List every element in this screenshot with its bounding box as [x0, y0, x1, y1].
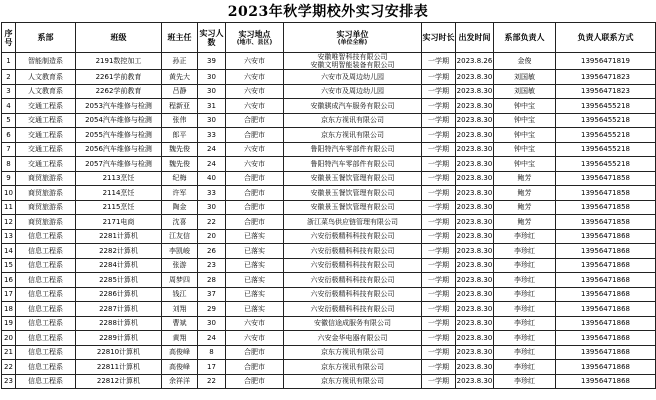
cell-leader: 李珍红 — [494, 258, 556, 273]
table-row — [2, 273, 656, 288]
cell-count: 28 — [198, 273, 226, 288]
cell-teacher: 钱江 — [162, 287, 198, 302]
cell-leader: 李珍红 — [494, 345, 556, 360]
cell-teacher: 纪梅 — [162, 171, 198, 186]
cell-seq: 19 — [2, 316, 16, 331]
cell-phone: 13956455218 — [556, 157, 656, 172]
cell-leader: 钟中宝 — [494, 142, 556, 157]
cell-duration: 一学期 — [422, 287, 456, 302]
cell-dept: 信息工程系 — [16, 316, 76, 331]
cell-unit: 安徽景玉餐饮管理有限公司 — [284, 171, 422, 186]
cell-teacher: 黄先大 — [162, 70, 198, 85]
cell-unit: 六安衍极精科科技有限公司 — [284, 229, 422, 244]
cell-class: 2057汽车维修与检测 — [76, 157, 162, 172]
cell-leader: 钟中宝 — [494, 128, 556, 143]
cell-dept: 交通工程系 — [16, 142, 76, 157]
cell-phone: 13956471858 — [556, 186, 656, 201]
cell-duration: 一学期 — [422, 99, 456, 114]
header-teacher: 班主任 — [162, 23, 198, 53]
cell-duration: 一学期 — [422, 345, 456, 360]
cell-location: 合肥市 — [226, 215, 284, 230]
cell-phone: 13956471868 — [556, 345, 656, 360]
table-header — [2, 23, 656, 53]
cell-teacher: 黄翔 — [162, 331, 198, 346]
cell-date: 2023.8.30 — [456, 70, 494, 85]
cell-unit: 鲁阳特汽车零部件有限公司 — [284, 157, 422, 172]
cell-location: 已落实 — [226, 287, 284, 302]
page-title: 2023年秋学期校外实习安排表 — [227, 4, 429, 20]
cell-date: 2023.8.30 — [456, 302, 494, 317]
cell-phone: 13956471868 — [556, 302, 656, 317]
cell-dept: 信息工程系 — [16, 258, 76, 273]
cell-location: 六安市 — [226, 316, 284, 331]
cell-duration: 一学期 — [422, 244, 456, 259]
cell-unit: 京东方视讯有限公司 — [284, 113, 422, 128]
cell-phone: 13956471868 — [556, 316, 656, 331]
cell-date: 2023.8.30 — [456, 113, 494, 128]
cell-dept: 信息工程系 — [16, 244, 76, 259]
cell-unit: 京东方视讯有限公司 — [284, 128, 422, 143]
cell-dept: 信息工程系 — [16, 229, 76, 244]
table-row — [2, 229, 656, 244]
cell-count: 20 — [198, 229, 226, 244]
cell-class: 2115烹饪 — [76, 200, 162, 215]
cell-duration: 一学期 — [422, 374, 456, 389]
cell-phone: 13956471868 — [556, 229, 656, 244]
header-date: 出发时间 — [456, 23, 494, 53]
cell-teacher: 许军 — [162, 186, 198, 201]
cell-location: 合肥市 — [226, 345, 284, 360]
cell-leader: 李珍红 — [494, 273, 556, 288]
cell-duration: 一学期 — [422, 70, 456, 85]
cell-phone: 13956471823 — [556, 84, 656, 99]
cell-count: 24 — [198, 142, 226, 157]
cell-count: 29 — [198, 302, 226, 317]
table-body — [2, 53, 656, 389]
cell-teacher: 张游 — [162, 258, 198, 273]
cell-count: 30 — [198, 84, 226, 99]
cell-phone: 13956471868 — [556, 287, 656, 302]
cell-count: 22 — [198, 374, 226, 389]
cell-class: 2055汽车维修与检测 — [76, 128, 162, 143]
cell-location: 六安市 — [226, 142, 284, 157]
table-row — [2, 99, 656, 114]
cell-duration: 一学期 — [422, 302, 456, 317]
cell-unit: 浙江菜鸟供应链管理有限公司 — [284, 215, 422, 230]
cell-count: 30 — [198, 70, 226, 85]
cell-unit: 安徽景玉餐饮管理有限公司 — [284, 200, 422, 215]
cell-date: 2023.8.30 — [456, 171, 494, 186]
cell-seq: 10 — [2, 186, 16, 201]
cell-phone: 13956471819 — [556, 53, 656, 70]
cell-count: 26 — [198, 244, 226, 259]
header-location-main: 实习地点 — [238, 29, 271, 39]
table-row — [2, 302, 656, 317]
header-unit — [284, 23, 422, 53]
table-row — [2, 287, 656, 302]
cell-location: 合肥市 — [226, 113, 284, 128]
cell-seq: 3 — [2, 84, 16, 99]
cell-seq: 22 — [2, 360, 16, 375]
table-row — [2, 200, 656, 215]
header-location — [226, 23, 284, 53]
cell-duration: 一学期 — [422, 84, 456, 99]
cell-location: 六安市 — [226, 53, 284, 70]
cell-duration: 一学期 — [422, 316, 456, 331]
cell-unit: 六安衍极精科科技有限公司 — [284, 302, 422, 317]
cell-count: 24 — [198, 331, 226, 346]
cell-date: 2023.8.26 — [456, 53, 494, 70]
cell-class: 2262学前教育 — [76, 84, 162, 99]
cell-count: 8 — [198, 345, 226, 360]
cell-class: 2289计算机 — [76, 331, 162, 346]
cell-dept: 信息工程系 — [16, 302, 76, 317]
cell-phone: 13956471823 — [556, 70, 656, 85]
cell-location: 合肥市 — [226, 128, 284, 143]
cell-teacher: 程新亚 — [162, 99, 198, 114]
cell-leader: 鲍芳 — [494, 215, 556, 230]
cell-seq: 7 — [2, 142, 16, 157]
table-row — [2, 345, 656, 360]
header-row — [2, 23, 656, 53]
cell-unit: 安徽信途成服务有限公司 — [284, 316, 422, 331]
cell-teacher: 张伟 — [162, 113, 198, 128]
cell-count: 30 — [198, 200, 226, 215]
cell-leader: 钟中宝 — [494, 157, 556, 172]
cell-seq: 18 — [2, 302, 16, 317]
cell-count: 24 — [198, 157, 226, 172]
cell-location: 已落实 — [226, 273, 284, 288]
cell-count: 31 — [198, 99, 226, 114]
cell-location: 合肥市 — [226, 171, 284, 186]
cell-date: 2023.8.30 — [456, 287, 494, 302]
cell-date: 2023.8.30 — [456, 316, 494, 331]
cell-teacher: 魏先俊 — [162, 157, 198, 172]
cell-date: 2023.8.30 — [456, 258, 494, 273]
cell-date: 2023.8.30 — [456, 345, 494, 360]
table-row — [2, 215, 656, 230]
cell-leader: 刘国敏 — [494, 70, 556, 85]
cell-unit: 安徽唯智科技有限公司 安徽文明智能装备有限公司 — [284, 53, 422, 70]
cell-seq: 23 — [2, 374, 16, 389]
header-location-sub: (地市、县区) — [236, 38, 273, 46]
cell-phone: 13956471858 — [556, 215, 656, 230]
cell-duration: 一学期 — [422, 258, 456, 273]
cell-location: 六安市 — [226, 70, 284, 85]
cell-date: 2023.8.30 — [456, 229, 494, 244]
cell-count: 30 — [198, 316, 226, 331]
cell-date: 2023.8.30 — [456, 99, 494, 114]
cell-class: 2284计算机 — [76, 258, 162, 273]
cell-class: 2113烹饪 — [76, 171, 162, 186]
cell-class: 2261学前教育 — [76, 70, 162, 85]
cell-teacher: 陶金 — [162, 200, 198, 215]
cell-leader: 鲍芳 — [494, 171, 556, 186]
cell-unit: 六安金华电器有限公司 — [284, 331, 422, 346]
cell-dept: 信息工程系 — [16, 287, 76, 302]
cell-dept: 信息工程系 — [16, 331, 76, 346]
cell-seq: 14 — [2, 244, 16, 259]
cell-unit: 六安衍极精科科技有限公司 — [284, 273, 422, 288]
cell-leader: 金俊 — [494, 53, 556, 70]
cell-class: 2282计算机 — [76, 244, 162, 259]
cell-teacher: 曹斌 — [162, 316, 198, 331]
header-dept: 系部 — [16, 23, 76, 53]
cell-class: 2171电商 — [76, 215, 162, 230]
cell-leader: 李珍红 — [494, 287, 556, 302]
cell-duration: 一学期 — [422, 215, 456, 230]
cell-leader: 鲍芳 — [494, 186, 556, 201]
cell-class: 2287计算机 — [76, 302, 162, 317]
cell-leader: 钟中宝 — [494, 113, 556, 128]
cell-date: 2023.8.30 — [456, 200, 494, 215]
cell-date: 2023.8.30 — [456, 215, 494, 230]
cell-unit: 京东方视讯有限公司 — [284, 374, 422, 389]
cell-leader: 李珍红 — [494, 244, 556, 259]
cell-unit: 六安衍极精科科技有限公司 — [284, 258, 422, 273]
cell-unit: 六安衍极精科科技有限公司 — [284, 287, 422, 302]
cell-class: 2285计算机 — [76, 273, 162, 288]
cell-leader: 钟中宝 — [494, 99, 556, 114]
cell-seq: 13 — [2, 229, 16, 244]
table-row — [2, 157, 656, 172]
cell-duration: 一学期 — [422, 142, 456, 157]
cell-dept: 人文教育系 — [16, 84, 76, 99]
cell-class: 2288计算机 — [76, 316, 162, 331]
cell-location: 六安市 — [226, 99, 284, 114]
cell-location: 六安市 — [226, 157, 284, 172]
header-phone: 负责人联系方式 — [556, 23, 656, 53]
cell-leader: 李珍红 — [494, 316, 556, 331]
cell-location: 合肥市 — [226, 200, 284, 215]
cell-leader: 李珍红 — [494, 331, 556, 346]
cell-duration: 一学期 — [422, 273, 456, 288]
cell-phone: 13956471868 — [556, 331, 656, 346]
cell-teacher: 高俊峰 — [162, 360, 198, 375]
cell-duration: 一学期 — [422, 128, 456, 143]
cell-date: 2023.8.30 — [456, 360, 494, 375]
cell-leader: 李珍红 — [494, 302, 556, 317]
header-count: 实习人数 — [198, 23, 226, 53]
cell-class: 2054汽车维修与检测 — [76, 113, 162, 128]
cell-leader: 李珍红 — [494, 229, 556, 244]
table-row — [2, 128, 656, 143]
cell-seq: 4 — [2, 99, 16, 114]
cell-seq: 16 — [2, 273, 16, 288]
cell-location: 合肥市 — [226, 186, 284, 201]
cell-date: 2023.8.30 — [456, 142, 494, 157]
cell-dept: 信息工程系 — [16, 374, 76, 389]
table-row — [2, 70, 656, 85]
table-row — [2, 142, 656, 157]
cell-dept: 智能制造系 — [16, 53, 76, 70]
header-seq: 序号 — [2, 23, 16, 53]
cell-teacher: 江友信 — [162, 229, 198, 244]
table-row — [2, 171, 656, 186]
cell-dept: 商贸旅游系 — [16, 215, 76, 230]
cell-leader: 鲍芳 — [494, 200, 556, 215]
cell-class: 2191数控加工 — [76, 53, 162, 70]
table-row — [2, 374, 656, 389]
cell-dept: 交通工程系 — [16, 113, 76, 128]
cell-dept: 交通工程系 — [16, 128, 76, 143]
cell-date: 2023.8.30 — [456, 273, 494, 288]
cell-seq: 12 — [2, 215, 16, 230]
cell-unit: 鲁阳特汽车零部件有限公司 — [284, 142, 422, 157]
cell-duration: 一学期 — [422, 186, 456, 201]
cell-phone: 13956471858 — [556, 171, 656, 186]
cell-dept: 交通工程系 — [16, 157, 76, 172]
header-unit-main: 实习单位 — [336, 29, 369, 39]
cell-location: 合肥市 — [226, 374, 284, 389]
cell-location: 合肥市 — [226, 360, 284, 375]
cell-date: 2023.8.30 — [456, 157, 494, 172]
cell-teacher: 郎平 — [162, 128, 198, 143]
cell-seq: 21 — [2, 345, 16, 360]
cell-count: 37 — [198, 287, 226, 302]
cell-seq: 15 — [2, 258, 16, 273]
cell-phone: 13956471868 — [556, 360, 656, 375]
cell-dept: 商贸旅游系 — [16, 171, 76, 186]
cell-location: 已落实 — [226, 244, 284, 259]
cell-phone: 13956471858 — [556, 200, 656, 215]
cell-class: 22810计算机 — [76, 345, 162, 360]
cell-unit: 安徽景玉餐饮管理有限公司 — [284, 186, 422, 201]
cell-duration: 一学期 — [422, 157, 456, 172]
table-row — [2, 113, 656, 128]
header-duration: 实习时长 — [422, 23, 456, 53]
header-class: 班级 — [76, 23, 162, 53]
cell-teacher: 吕静 — [162, 84, 198, 99]
cell-phone: 13956471868 — [556, 258, 656, 273]
cell-count: 39 — [198, 53, 226, 70]
cell-teacher: 周梦四 — [162, 273, 198, 288]
cell-seq: 5 — [2, 113, 16, 128]
cell-location: 已落实 — [226, 302, 284, 317]
cell-teacher: 余祥洋 — [162, 374, 198, 389]
cell-dept: 信息工程系 — [16, 345, 76, 360]
cell-location: 已落实 — [226, 229, 284, 244]
cell-date: 2023.8.30 — [456, 186, 494, 201]
cell-duration: 一学期 — [422, 53, 456, 70]
header-unit-sub: (单位全称) — [337, 38, 368, 46]
cell-phone: 13956455218 — [556, 99, 656, 114]
cell-phone: 13956455218 — [556, 128, 656, 143]
cell-class: 22811计算机 — [76, 360, 162, 375]
cell-class: 2286计算机 — [76, 287, 162, 302]
cell-date: 2023.8.30 — [456, 244, 494, 259]
cell-duration: 一学期 — [422, 360, 456, 375]
cell-seq: 6 — [2, 128, 16, 143]
cell-teacher: 孙正 — [162, 53, 198, 70]
cell-class: 22812计算机 — [76, 374, 162, 389]
cell-class: 2281计算机 — [76, 229, 162, 244]
cell-seq: 2 — [2, 70, 16, 85]
internship-table — [1, 22, 656, 389]
cell-dept: 人文教育系 — [16, 70, 76, 85]
cell-seq: 20 — [2, 331, 16, 346]
cell-dept: 信息工程系 — [16, 360, 76, 375]
cell-count: 17 — [198, 360, 226, 375]
cell-count: 33 — [198, 128, 226, 143]
cell-teacher: 刘翔 — [162, 302, 198, 317]
cell-count: 30 — [198, 113, 226, 128]
cell-duration: 一学期 — [422, 200, 456, 215]
cell-seq: 11 — [2, 200, 16, 215]
cell-class: 2053汽车维修与检测 — [76, 99, 162, 114]
cell-count: 40 — [198, 171, 226, 186]
cell-teacher: 沈喜 — [162, 215, 198, 230]
cell-class: 2114烹饪 — [76, 186, 162, 201]
cell-duration: 一学期 — [422, 229, 456, 244]
cell-unit: 六安衍极精科科技有限公司 — [284, 244, 422, 259]
cell-dept: 商贸旅游系 — [16, 200, 76, 215]
cell-date: 2023.8.30 — [456, 128, 494, 143]
cell-count: 22 — [198, 215, 226, 230]
cell-unit: 京东方视讯有限公司 — [284, 345, 422, 360]
cell-unit: 京东方视讯有限公司 — [284, 360, 422, 375]
cell-date: 2023.8.30 — [456, 84, 494, 99]
cell-leader: 刘国敏 — [494, 84, 556, 99]
cell-phone: 13956455218 — [556, 113, 656, 128]
cell-phone: 13956471868 — [556, 273, 656, 288]
table-row — [2, 258, 656, 273]
table-row — [2, 331, 656, 346]
cell-date: 2023.8.30 — [456, 331, 494, 346]
cell-seq: 17 — [2, 287, 16, 302]
cell-dept: 信息工程系 — [16, 273, 76, 288]
cell-phone: 13956471868 — [556, 244, 656, 259]
cell-teacher: 李凯峻 — [162, 244, 198, 259]
cell-teacher: 魏先俊 — [162, 142, 198, 157]
table-row — [2, 244, 656, 259]
table-row — [2, 316, 656, 331]
cell-location: 已落实 — [226, 258, 284, 273]
cell-dept: 交通工程系 — [16, 99, 76, 114]
table-row — [2, 84, 656, 99]
cell-phone: 13956471868 — [556, 374, 656, 389]
cell-dept: 商贸旅游系 — [16, 186, 76, 201]
table-row — [2, 186, 656, 201]
cell-unit: 六安市及周边幼儿园 — [284, 84, 422, 99]
cell-seq: 1 — [2, 53, 16, 70]
cell-seq: 8 — [2, 157, 16, 172]
table-row — [2, 53, 656, 70]
cell-duration: 一学期 — [422, 171, 456, 186]
cell-unit: 六安市及周边幼儿园 — [284, 70, 422, 85]
cell-leader: 李珍红 — [494, 360, 556, 375]
cell-seq: 9 — [2, 171, 16, 186]
cell-count: 33 — [198, 186, 226, 201]
cell-location: 六安市 — [226, 84, 284, 99]
cell-location: 六安市 — [226, 331, 284, 346]
header-leader: 系部负责人 — [494, 23, 556, 53]
cell-count: 23 — [198, 258, 226, 273]
cell-phone: 13956455218 — [556, 142, 656, 157]
cell-duration: 一学期 — [422, 331, 456, 346]
cell-date: 2023.8.30 — [456, 374, 494, 389]
cell-leader: 李珍红 — [494, 374, 556, 389]
cell-duration: 一学期 — [422, 113, 456, 128]
cell-unit: 安徽骐成汽车服务有限公司 — [284, 99, 422, 114]
cell-class: 2056汽车维修与检测 — [76, 142, 162, 157]
cell-teacher: 高俊峰 — [162, 345, 198, 360]
table-row — [2, 360, 656, 375]
